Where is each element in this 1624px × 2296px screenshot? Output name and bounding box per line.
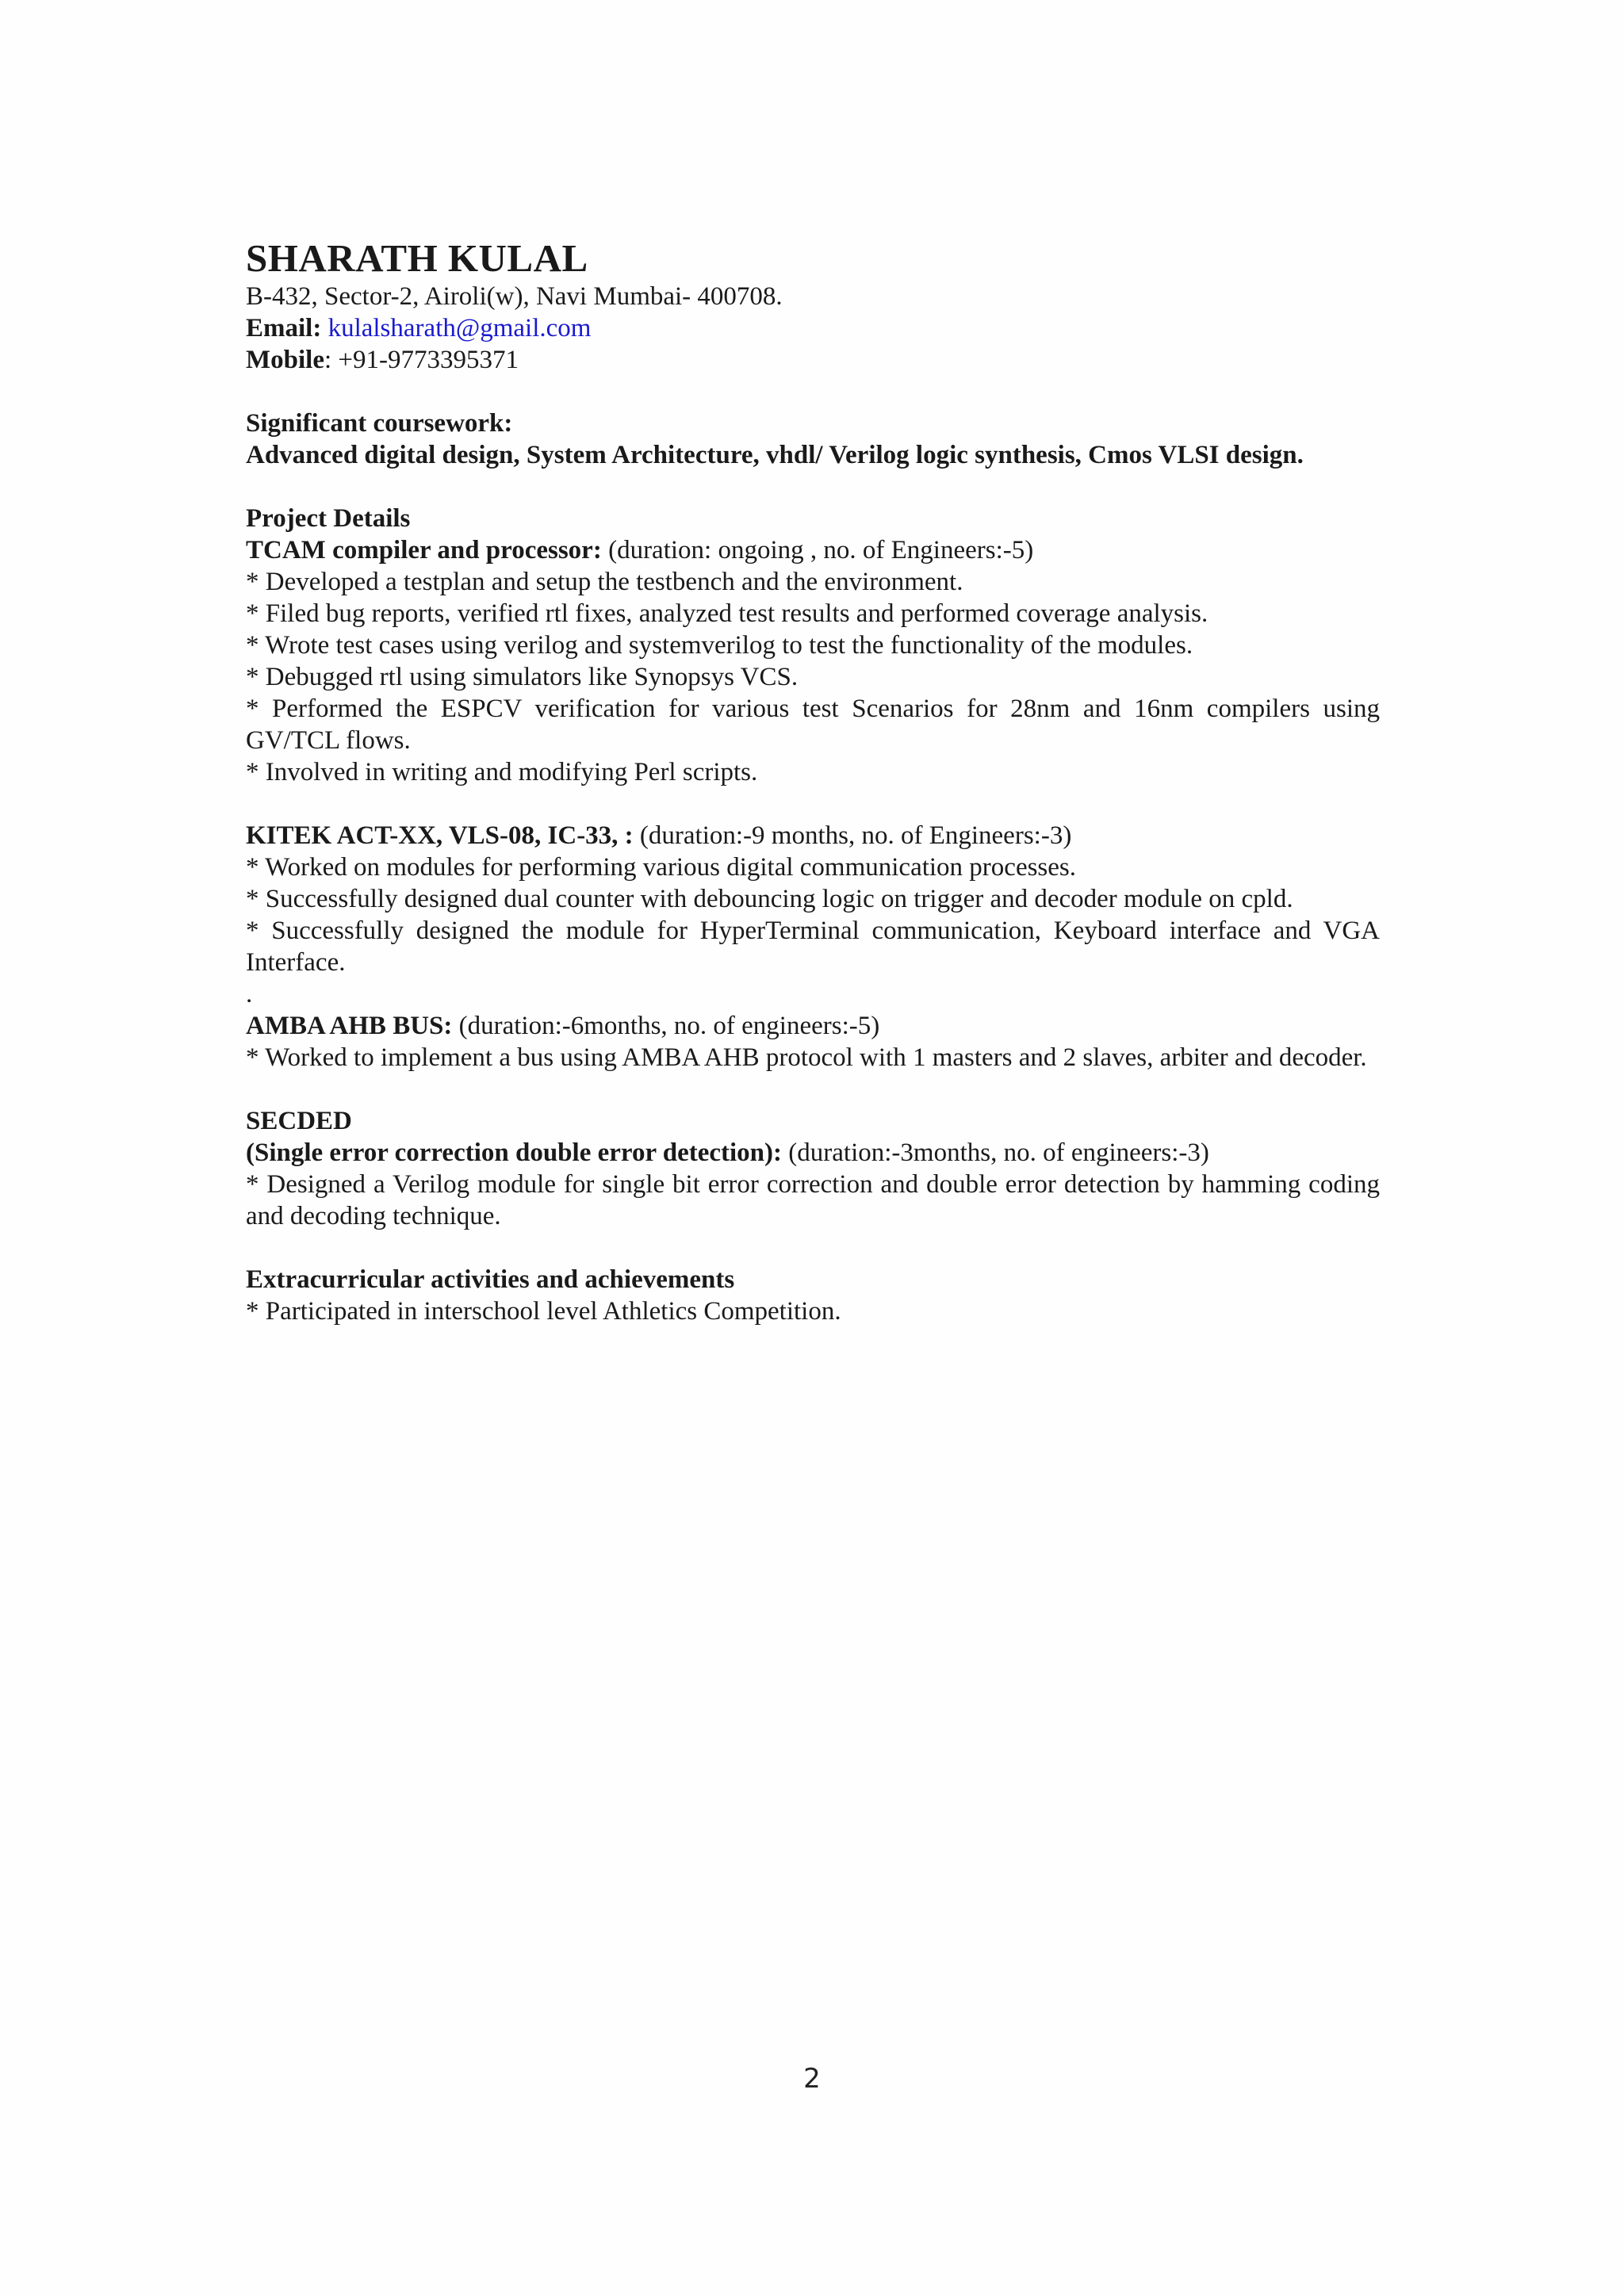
list-item: * Worked on modules for performing various digital communication processes. <box>246 853 1077 882</box>
extracurricular-heading: Extracurricular activities and achievements <box>246 1265 735 1294</box>
kitek-title: KITEK ACT-XX, VLS-08, IC-33, : <box>246 821 634 850</box>
coursework-heading: Significant coursework: <box>246 409 513 438</box>
coursework-text: Advanced digital design, System Architecture, vhdl/ Verilog logic synthesis, Cmos VLSI design. <box>246 441 1304 469</box>
tcam-title: TCAM compiler and processor: <box>246 536 602 564</box>
secded-title: SECDED <box>246 1107 352 1135</box>
resume-page <box>246 236 1380 1327</box>
page-number: 2 <box>803 2063 821 2095</box>
candidate-name: SHARATH KULAL <box>246 236 588 280</box>
email-link[interactable]: kulalsharath@gmail.com <box>327 314 592 342</box>
list-item: * Successfully designed the module for HyperTerminal communication, Keyboard interface and VGA Interface. <box>246 916 1380 977</box>
amba-title-line <box>246 1010 1380 1042</box>
spacer <box>246 788 1380 820</box>
spacer <box>246 1232 1380 1264</box>
list-item: * Wrote test cases using verilog and systemverilog to test the functionality of the modules. <box>246 631 1193 660</box>
stray-period: . <box>246 980 253 1008</box>
list-item: * Performed the ESPCV verification for various test Scenarios for 28nm and 16nm compilers using GV/TCL flows. <box>246 695 1380 755</box>
list-item: * Successfully designed dual counter with debouncing logic on trigger and decoder module on cpld. <box>246 885 1293 913</box>
mobile-line <box>246 344 1380 376</box>
list-item: * Worked to implement a bus using AMBA AHB protocol with 1 masters and 2 slaves, arbiter and decoder. <box>246 1043 1367 1072</box>
list-item: * Designed a Verilog module for single bit error correction and double error detection by hamming coding and decoding technique. <box>246 1170 1380 1230</box>
address: B-432, Sector-2, Airoli(w), Navi Mumbai- 400708. <box>246 282 783 311</box>
spacer <box>246 376 1380 408</box>
list-item: * Involved in writing and modifying Perl scripts. <box>246 758 758 786</box>
tcam-title-line <box>246 534 1380 566</box>
list-item: * Participated in interschool level Athletics Competition. <box>246 1297 841 1326</box>
email-line <box>246 312 1380 344</box>
tcam-meta: (duration: ongoing , no. of Engineers:-5) <box>601 536 1034 564</box>
spacer <box>246 471 1380 503</box>
projects-heading: Project Details <box>246 504 411 533</box>
kitek-meta: (duration:-9 months, no. of Engineers:-3) <box>633 821 1072 850</box>
mobile-label: Mobile <box>246 346 324 374</box>
mobile-number: : +91-9773395371 <box>324 346 519 374</box>
amba-meta: (duration:-6months, no. of engineers:-5) <box>452 1012 880 1040</box>
list-item: * Developed a testplan and setup the testbench and the environment. <box>246 568 963 596</box>
spacer <box>246 1073 1380 1105</box>
email-label: Email: <box>246 314 322 342</box>
kitek-title-line <box>246 820 1380 851</box>
list-item: * Filed bug reports, verified rtl fixes, analyzed test results and performed coverage analysis. <box>246 599 1208 628</box>
amba-title: AMBA AHB BUS: <box>246 1012 453 1040</box>
list-item: * Debugged rtl using simulators like Synopsys VCS. <box>246 663 799 691</box>
secded-subtitle: (Single error correction double error detection): <box>246 1138 783 1167</box>
secded-subtitle-line <box>246 1137 1380 1169</box>
secded-meta: (duration:-3months, no. of engineers:-3) <box>782 1138 1209 1167</box>
